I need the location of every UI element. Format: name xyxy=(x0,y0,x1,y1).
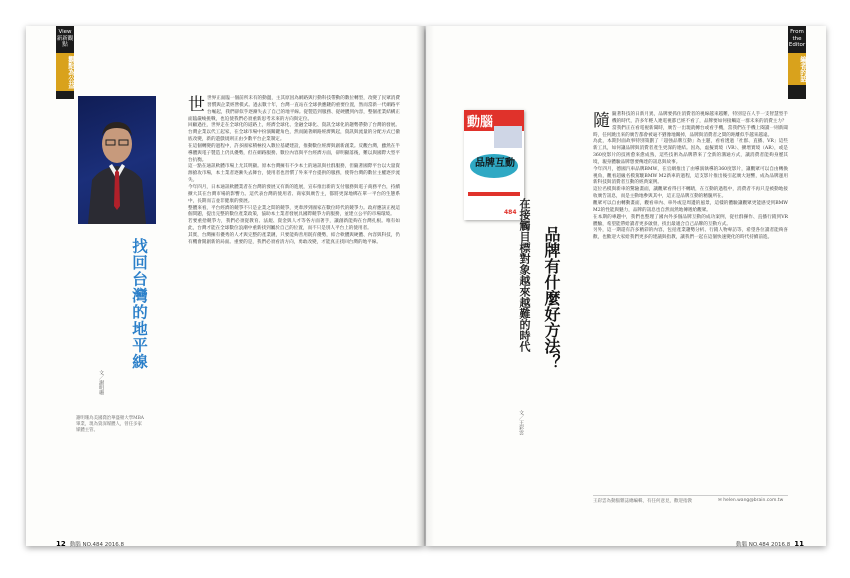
magazine-spread xyxy=(18,8,830,558)
left-headline: 找回台灣的地平線 xyxy=(130,238,148,370)
author-photo xyxy=(78,96,156,224)
right-byline: 文／王彩雲 xyxy=(518,410,524,435)
right-section-tab xyxy=(788,26,806,99)
right-body-text xyxy=(593,112,788,490)
left-dropcap: 世 xyxy=(188,95,205,115)
left-byline: 文／謝明珊 xyxy=(98,370,104,395)
right-page-number: 11 xyxy=(794,540,804,548)
footer-rule xyxy=(593,495,788,496)
right-folio xyxy=(736,540,804,548)
right-headline: 品牌有什麼好方法？ xyxy=(542,226,561,370)
cover-issue: 484 xyxy=(504,209,517,216)
footer-email: ✉ helen.wang@brain.com.tw xyxy=(718,498,784,503)
footer-note: 王彩雲為動腦雜誌總編輯，有任何意見，歡迎指教 xyxy=(593,499,692,504)
left-folio-text: 動腦 NO.484 2016.8 xyxy=(69,542,124,548)
left-section-tab xyxy=(56,26,74,99)
left-folio xyxy=(56,540,124,548)
cover-headline: 品牌互動 xyxy=(475,158,515,169)
magazine-cover xyxy=(464,110,524,220)
cover-bar xyxy=(468,192,520,196)
left-tab-title: 觀點為公益 xyxy=(56,53,74,92)
right-subhead: 在接觸目標對象越來越難的時代 xyxy=(518,198,531,352)
cover-photo xyxy=(494,126,522,148)
page-gutter xyxy=(416,26,434,546)
right-dropcap: 隨 xyxy=(593,111,610,131)
right-tab-en2: the Editor xyxy=(788,35,806,49)
left-tab-en2: 新新觀點 xyxy=(56,35,74,49)
author-caption: 謝明珊為美國喬治華盛頓大學MBA畢業，現為資深媒體人，曾任多家媒體主管。 xyxy=(76,416,144,433)
footer-email-text: helen.wang@brain.com.tw xyxy=(723,498,784,503)
right-body: 隨著科技的日新月異，品牌要抓住消費者的視線越來越難，特別是在人手一支智慧型手機的時代，許多年輕人連電視都已經不看了，品牌要如何接觸這一群未來的消費主力？ 當我們正在看電視新聞時，廣告一出現就轉台或看手機，當我們在手機上閱讀一則新聞時，任何跳出來的廣告都會被毫不猶豫地關掉，品牌與消費者之間的距離似乎越來越遠。 為此，本期封面故事特別策劃了「超強品牌互動」為主題，看看透過「社群、直播、VR」這些新工具，如何讓品牌與消費者產生更深的連結。因為，虛擬實境（VR）、擴增實境（AR），或是360度影片的技術愈來愈成熟，這些技術為品牌帶來了全新的溝通方式，讓消費者能夠身歷其境，親身體驗品牌想要傳達的訊息與故事。 今年四月，德國汽車品牌BMW，在官網推出了由導演執導的360度影片，讓觀眾可以自由轉換視角，觀看超級名模駕駛BMW M2新車的過程，這支影片推出後引起廣大迴響，成為品牌運用新科技與消費者互動的經典案例。 這位名模與新車的驚險畫面，讓觀眾看得目不轉睛，在互動的過程中，消費者不再只是被動地接收廣告訊息，而是主動地參與其中，這正是品牌互動的精髓所在。 觀眾可以自由轉動畫面，觀看車內、車外或是周邊的風景，這樣的體驗讓觀眾更能感受到BMW M2的性能與魅力，品牌的訊息也自然而然地傳遞給觀眾。 在本期的專題中，我們也整理了國內外多個品牌互動的成功案例，從社群操作、直播行銷到VR體驗，希望能帶給讀者更多啟發，找出最適合自己品牌的互動方式。 另外，這一期還有許多精彩的內容，包括產業趨勢分析、行銷人物專訪等，希望各位讀者能夠喜歡，也歡迎大家給我們更多的建議與指教，讓我們一起在這個快速變化的時代持續前進。 xyxy=(593,112,788,241)
left-page-number: 12 xyxy=(56,540,66,548)
right-tab-en: From xyxy=(790,29,804,35)
left-tab-en: View xyxy=(58,29,72,35)
right-tab-title: 編者的話 xyxy=(788,53,806,85)
left-body: 世界正面臨一個前所未有的動盪，主其原因為網路與行動科技帶動的數位轉型，改變了民眾消費習慣與企業經營模式。過去數十年，台灣一直站在全球供應鏈的重要位置，然而當新一代網路平台崛起，我們卻似乎逐漸失去了自己的地平線。從製造到服務、從硬體到內容，整個產業結構正面臨嚴峻挑戰，也迫使我們必須重新思考未來的方向與定位。 回顧過往，世界走在全球化的道路上，經濟全球化、金融全球化、資訊全球化的趨勢帶動了台灣的發展。台灣企業以代工起家，在全球市場中扮演關鍵角色，然而隨著網路經濟興起，資訊與流量的分配方式已徹底改變，新的遊戲規則正由少數平台企業制定。 在這個轉變的過程中，許多國家積極投入數位基礎建設，推動數位經濟與創新創業。反觀台灣，雖然在半導體與電子製造上仍具優勢，但在網路服務、數位內容與平台經濟方面，卻明顯落後，難以與國際大型平台抗衡。 這一點在通訊軟體市場上尤其明顯。原本台灣擁有不少本土的通訊與社群服務，但隨著國際平台以大量資源搶攻市場，本土業者逐漸失去舞台，使用者也習慣了外來平台提供的服務，使得台灣的數位主權逐步流失。 今年四月，日本通訊軟體業者在台灣的發展又有新的進展，宣布推出新的支付服務與電子商務平台，持續擴大其在台灣市場的影響力。這代表台灣的使用者、商家與廣告主，都將更深地綁在單一平台的生態系中，長期而言並非健康的發展。 整體來看，平台經濟的競爭不只是企業之間的競爭，更牽涉到國家在數位時代的競爭力。政府應該正視這個問題，提出完整的數位產業政策，協助本土業者發展具國際競爭力的服務，並建立公平的市場環境。 若要重拾競爭力，我們必須從教育、法規、資金與人才等各方面著手，讓創新能夠在台灣扎根。唯有如此，台灣才能在全球數位浪潮中重新找到屬於自己的位置，而不只是別人平台上的使用者。 其實，台灣擁有優秀的人才與完整的產業鏈，只要能夠善用既有優勢，結合軟體與硬體、內容與科技，仍有機會開創新的局面。重要的是，我們必須看清方向，勇敢改變，才能真正找回台灣的地平線。 xyxy=(188,96,400,245)
right-folio-text: 動腦 NO.484 2016.8 xyxy=(736,542,791,548)
cover-brand: 動腦 xyxy=(464,110,524,131)
left-body-text xyxy=(188,96,400,500)
